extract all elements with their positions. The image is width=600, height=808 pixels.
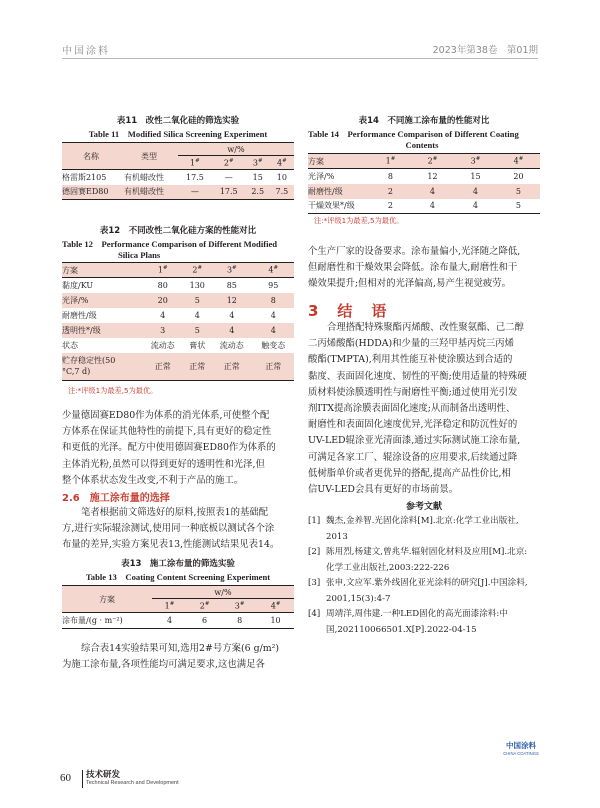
table11-title-cn: 表11 改性二氧化硅的筛选实验 [116, 116, 240, 126]
journal-logo: 中国涂料 CHINA COATINGS [503, 741, 539, 756]
table-row: 黏度/KU 80 130 85 95 [62, 278, 294, 293]
table13: 方案 w/% 1# 2# 3# 4# 涂布量/(g · m⁻²) 4 6 8 10 [62, 585, 294, 629]
table13-head: 方案 [99, 594, 115, 604]
section-heading-2-6: 2.6 施工涂布量的选择 [62, 493, 170, 504]
references-list [308, 514, 540, 638]
footer-divider [82, 770, 83, 788]
footer-section-cn: 技术研发 [86, 770, 121, 780]
reference-item: [2] 陈用烈,杨建文,曾兆华.辐射固化材料及应用[M].北京: 化学工业出版社,2003:222-226 [308, 547, 528, 573]
left-paragraph-1: 少量德固赛ED80作为体系的消光体系,可使整个配 方体系在保证其他特性的前提下,具有更好的稳定性 和更低的光泽。配方中使用德固赛ED80作为体系的 主体消光粉,虽然可以得到更好的透明性和光泽,但 整个体系状态发生改变,不利于产品的施工。 [62, 410, 276, 486]
section-heading-3: 3 结 语 [308, 302, 389, 320]
table11-col: 4# [277, 157, 287, 168]
table14-head: 方案 [308, 156, 324, 166]
table11-col: 1# [190, 157, 200, 168]
table14-note: 注:*评级1为最差,5为最优。 [314, 216, 404, 225]
table14: 方案 1# 2# 3# 4# 光泽/% 8 12 15 20 耐磨性/级 2 4 4 5 干燥效果*/级 2 4 4 5 [308, 153, 540, 214]
table11-col: 3# [252, 157, 263, 168]
table14-title-en: Table 14 Performance Comparison of Different Coating Contents [308, 129, 519, 150]
table-row: 透明性*/级 3 5 4 4 [62, 323, 294, 338]
table12-title-en: Table 12 Performance Comparison of Different Modified Silica Plans [62, 239, 278, 260]
table13-title-en: Table 13 Coating Content Screening Experiment [85, 572, 271, 582]
right-paragraph-1: 个生产厂家的设备要求。涂布量偏小,光泽随之降低, 但耐磨性和干燥效果会降低。涂布量大,耐磨性和干 燥效果提升;但相对的光泽偏高,易产生视觉疲劳。 [308, 246, 521, 290]
reference-item: [3] 张申,文应军.紫外线固化亚光涂料的研究[J].中国涂料, 2001,15(3):4-7 [308, 578, 528, 604]
table-row: 干燥效果*/级 2 4 4 5 [308, 201, 522, 211]
table-row: 耐磨性/级 4 4 4 4 [62, 310, 276, 320]
table12-note: 注:*评级1为最差,5为最优。 [68, 386, 158, 395]
left-paragraph-2: 笔者根据前文筛选好的原料,按照表1的基础配 方,进行实际辊涂测试,使用同一种底板以测试各个涂 布量的差异,实验方案见表13,性能测试结果见表14。 [62, 507, 280, 551]
table-row: 状态 流动态 膏状 流动态 触变态 [62, 340, 286, 350]
page-number: 60 [60, 772, 71, 784]
table-row: 光泽/% 8 12 15 20 [308, 169, 540, 184]
table12-title-cn: 表12 不同改性二氧化硅方案的性能对比 [99, 226, 257, 236]
table-row: 德固赛ED80 有机蜡改性 — 17.5 2.5 7.5 [62, 185, 294, 200]
table-row: 格雷斯2105 有机蜡改性 17.5 — 15 10 [62, 170, 294, 185]
journal-name: 中国涂料 [62, 46, 110, 57]
issue-info: 2023年第38卷 第01期 [432, 45, 538, 56]
references-title: 参考文献 [405, 502, 442, 512]
table11-col: 2# [223, 157, 234, 168]
table12-head: 方案 [62, 265, 78, 275]
table-row: 涂布量/(g · m⁻²) 4 6 8 10 [62, 613, 294, 629]
left-paragraph-3: 综合表14实验结果可知,选用2#号方案(6 g/m²) 为施工涂布量,各项性能均可满足要求,这也满足各 [62, 643, 280, 671]
table11-head-w: w/% [178, 143, 294, 156]
table12: 方案 1# 2# 3# 4# 黏度/KU 80 130 85 95 光泽/% 20 5 12 8 耐磨性/级 4 4 4 4 透明性*/级 3 5 4 4 状态 流动态 膏状 流动态 触变态 贮存稳定性(50 °C,7 d) 正常 正常 正常 正常 [62, 262, 294, 381]
table-row: 贮存稳定性(50 °C,7 d) 正常 正常 正常 正常 [62, 353, 294, 381]
table13-title-cn: 表13 施工涂布量的筛选实验 [121, 559, 235, 569]
reference-item: [4] 周靖洋,周伟建.一种LED固化的高光面漆涂料:中 国,202110066501.X[P].2022-04-15 [308, 609, 508, 635]
table-row: 耐磨性/级 2 4 4 5 [308, 184, 540, 199]
table11-head-name: 名称 [83, 151, 99, 161]
header-rule [62, 58, 538, 59]
footer-section-en: Technical Research and Development [86, 780, 179, 786]
table11-head-type: 类型 [141, 151, 157, 161]
table11 [62, 142, 294, 200]
table14-title-cn: 表14 不同施工涂布量的性能对比 [358, 116, 490, 126]
reference-item: [1] 魏杰,金养智.光固化涂料[M].北京:化学工业出版社, 2013 [308, 516, 519, 542]
table-row: 光泽/% 20 5 12 8 [62, 293, 294, 308]
right-paragraph-2: 合理搭配特殊聚酯丙烯酸、改性聚氨酯、己二醇 二丙烯酸酯(HDDA)和少量的三羟甲基丙烷三丙烯 酸酯(TMPTA),利用其性能互补使涂膜达到合适的 黏度、表面固化速度、韧性的平衡;使用适量的特殊硬 质材料使涂膜透明性与耐磨性平衡;通过使用光引发 剂ITX提高涂膜表面固化速度;从而制备出透明性、 耐磨性和表面固化速度优异,光泽稳定和防沉性好的 UV-LED辊涂亚光清面漆,通过实际测试施工涂布量, 可满足各家工厂、辊涂设备的应用要求,后续通过降 低树脂单价或者更优异的搭配,提高产品性价比,相 信UV-LED会具有更好的市场前景。 [308, 322, 527, 496]
table11-title-en: Table 11 Modified Silica Screening Experiment [88, 129, 268, 139]
